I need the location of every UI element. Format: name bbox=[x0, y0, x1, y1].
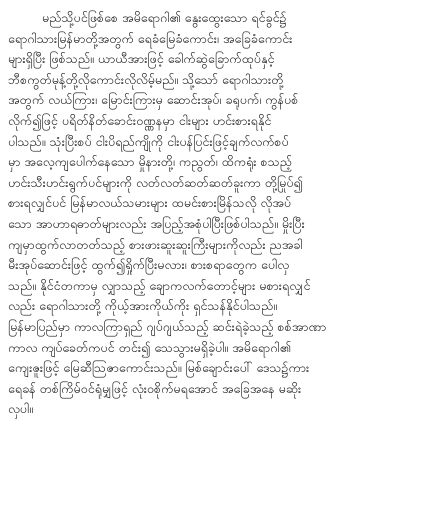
paragraph-line-14: သည်။ နိုင်ငံတကာမှ လျှာသည့် ချောကလက်တောင့်များ မစားရလျှင် bbox=[8, 277, 311, 293]
paragraph-line-10: စားရလျှင်ပင် မြန်မာလယ်သမားများ ထမင်းစားမြိန်သလို လိုအပ် bbox=[8, 195, 292, 211]
paragraph-line-17: ကာလ ကျပ်ခေတ်ကပင် တင်း၍ သေသွားမရှိခဲ့ပါ။ အမိရောဂါ၏ bbox=[8, 339, 291, 355]
paragraph-line-5: အတွက် လယ်ကြား၊ မြောင်းကြားမှ ဆောင်းအုပ်၊ ခရုပက်၊ ကွန်ပစ် bbox=[8, 92, 299, 108]
paragraph-line-11: သော အာဟာရဓာတ်များလည်း အပြည့်အစုံပါပြီးဖြစ်ပါသည်။ မှိုးပြီး bbox=[8, 215, 305, 231]
paragraph-line-19: ရေခန် တစ်ကြိမ်ဝင်ရုံမျှဖြင့် လုံးဝစိုက်မရအောင် အခြေအနေ မဆိုး bbox=[8, 380, 302, 396]
paragraph-line-15: လည်း ရောဂါသားတို့ ကိုယ့်အားကိုယ်ကိုး ရှင်သန်နိုင်ပါသည်။ bbox=[8, 298, 278, 314]
paragraph-line-3: များရှိပြီး ဖြစ်သည်။ ယာယီအားဖြင့် ခေါက်ဆွဲခြောက်ထုပ်နှင့် bbox=[8, 51, 275, 67]
paragraph-line-4: ဘီစကွတ်မုန့်တို့လိုကောင်းလိုလိမ့်မည်။ သို့သော် ရောဂါသားတို့ bbox=[8, 71, 284, 87]
paragraph-line-12: ကျမှာထွက်လာတတ်သည့် စားဖားဆူးဆူးကြီးများကိုလည်း ညအခါ bbox=[8, 236, 303, 252]
paragraph-line-7: ပါသည်။ သုံးပြီးစပ် ငါးပိရည်ကျိုကို ငါးပန်ပြင်းဖြင့်ချက်လက်စပ် bbox=[8, 133, 289, 149]
paragraph-line-8: မှာ အလေ့ကျပေါက်နေသော မှိုနားတို့၊ ကညွတ်၊ ထိကရုံး စသည့် bbox=[8, 154, 292, 170]
paragraph-line-16: မြန်မာပြည်မှာ ကာလကြာရှည် ဂျပ်ဂျယ်သည့် ဆင်းရဲခဲ့သည့် စစ်အာဏာ bbox=[8, 318, 327, 334]
paragraph-line-6: လိုက်၍ဖြင့် ပရိတ်နိတ်ခောင်းဝဏ္ဏနမှာ ငါးများ ဟင်းစားရနိုင် bbox=[8, 112, 272, 128]
paragraph-line-9: ဟင်းသီးဟင်းရွက်ပင်များကို လတ်လတ်ဆတ်ဆတ်ခူးကာ တို့မြုပ်၍ bbox=[8, 174, 303, 190]
paragraph-line-20: လှပါ။ bbox=[8, 401, 33, 417]
paragraph-line-2: ရောဂါသားမြန်မာတို့အတွက် ရေခံမြေခံကောင်း၊ အခြေခံကောင်း bbox=[8, 30, 293, 46]
paragraph-line-1: မည်သို့ပင်ဖြစ်စေ အမိရောဂါ၏ နွေးထွေးသော ရင်ခွင်၌ bbox=[42, 10, 287, 25]
paragraph-line-13: မီးအုပ်ဆောင်းဖြင့် ထွက်၍ရှိုက်ပြီးမလား၊ စားစရာတွေက ပေါလှ bbox=[8, 257, 290, 273]
paragraph-line-18: ကျေးဇူးဖြင့် မြေဆီသြဇာကောင်းသည်။ မြစ်ချောင်းပေါ် ဒေသ၌ကား bbox=[8, 360, 310, 376]
